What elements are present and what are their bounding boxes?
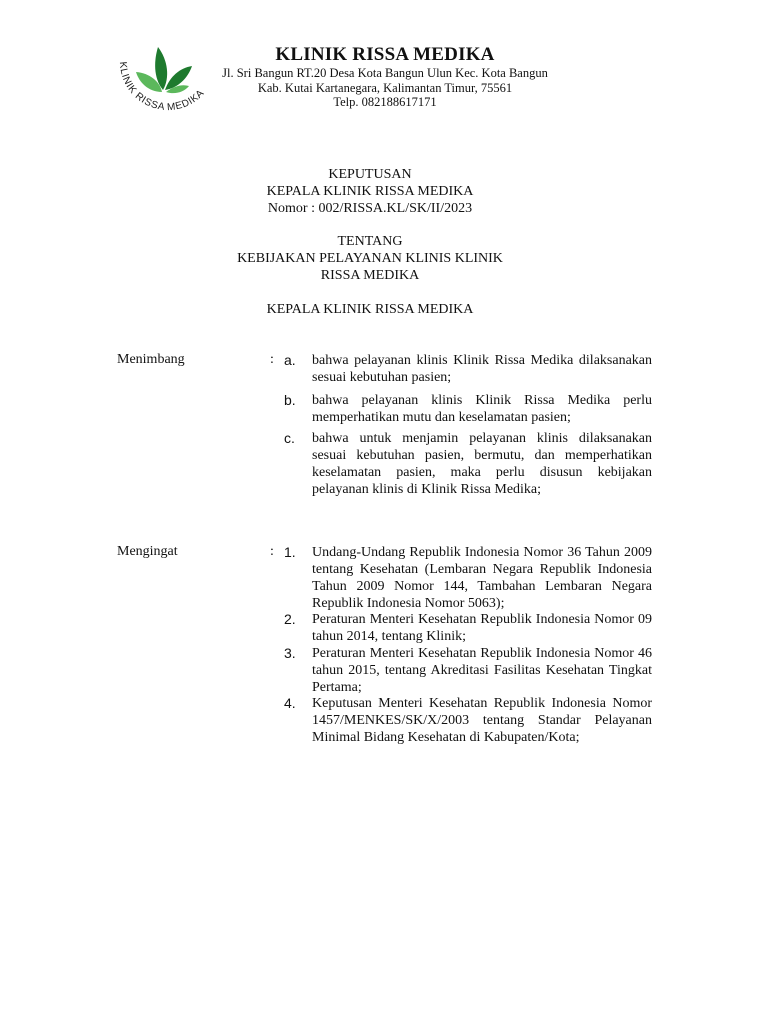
mengingat-marker-1: 1. [284, 544, 296, 560]
menimbang-marker-a: a. [284, 352, 296, 368]
decree-subject-line-1: KEBIJAKAN PELAYANAN KLINIS KLINIK [237, 251, 503, 266]
decree-subject-line-2: RISSA MEDIKA [320, 268, 420, 283]
menimbang-label: Menimbang [117, 352, 185, 367]
clinic-name: KLINIK RISSA MEDIKA [275, 44, 495, 65]
address-line-1: Jl. Sri Bangun RT.20 Desa Kota Bangun Ulun Kec. Kota Bangun [222, 66, 548, 80]
logo-arc-text: KLINIK RISSA MEDIKA [116, 61, 207, 114]
mengingat-label: Mengingat [117, 544, 178, 559]
mengingat-colon: : [270, 544, 274, 559]
menimbang-marker-c: c. [284, 430, 295, 446]
menimbang-item-c: bahwa untuk menjamin pelayanan klinis dilaksanakan sesuai kebutuhan pasien, bermutu, dan memperhatikan keselamatan pasien, maka perlu disusun kebijakan pelayanan klinis di Klinik Rissa Medika; [312, 431, 652, 497]
decree-number: Nomor : 002/RISSA.KL/SK/II/2023 [267, 201, 473, 216]
decree-head: KEPALA KLINIK RISSA MEDIKA [266, 302, 474, 317]
mengingat-marker-2: 2. [284, 611, 296, 627]
mengingat-item-1: Undang-Undang Republik Indonesia Nomor 36 Tahun 2009 tentang Kesehatan (Lembaran Negara Republik Indonesia Tahun 2009 Nomor 144, Tambahan Lembaran Negara Republik Indonesia Nomor 5063); [312, 545, 652, 611]
address-line-2: Kab. Kutai Kartanegara, Kalimantan Timur, 75561 [257, 81, 513, 95]
mengingat-item-4: Keputusan Menteri Kesehatan Republik Indonesia Nomor 1457/MENKES/SK/X/2003 tentang Standar Pelayanan Minimal Bidang Kesehatan di Kabupaten/Kota; [312, 696, 652, 745]
menimbang-item-a: bahwa pelayanan klinis Klinik Rissa Medika dilaksanakan sesuai kebutuhan pasien; [312, 353, 652, 385]
mengingat-item-3: Peraturan Menteri Kesehatan Republik Indonesia Nomor 46 tahun 2015, tentang Akreditasi Fasilitas Kesehatan Tingkat Pertama; [312, 646, 652, 695]
decree-title: KEPUTUSAN [328, 167, 412, 182]
mengingat-marker-4: 4. [284, 695, 296, 711]
menimbang-item-b: bahwa pelayanan klinis Klinik Rissa Medika perlu memperhatikan mutu dan keselamatan pasien; [312, 393, 652, 425]
decree-issuer: KEPALA KLINIK RISSA MEDIKA [266, 184, 474, 199]
decree-about: TENTANG [337, 234, 403, 249]
menimbang-marker-b: b. [284, 392, 296, 408]
menimbang-colon: : [270, 352, 274, 367]
mengingat-marker-3: 3. [284, 645, 296, 661]
mengingat-item-2: Peraturan Menteri Kesehatan Republik Indonesia Nomor 09 tahun 2014, tentang Klinik; [312, 612, 652, 644]
phone-number: Telp. 082188617171 [333, 95, 437, 109]
